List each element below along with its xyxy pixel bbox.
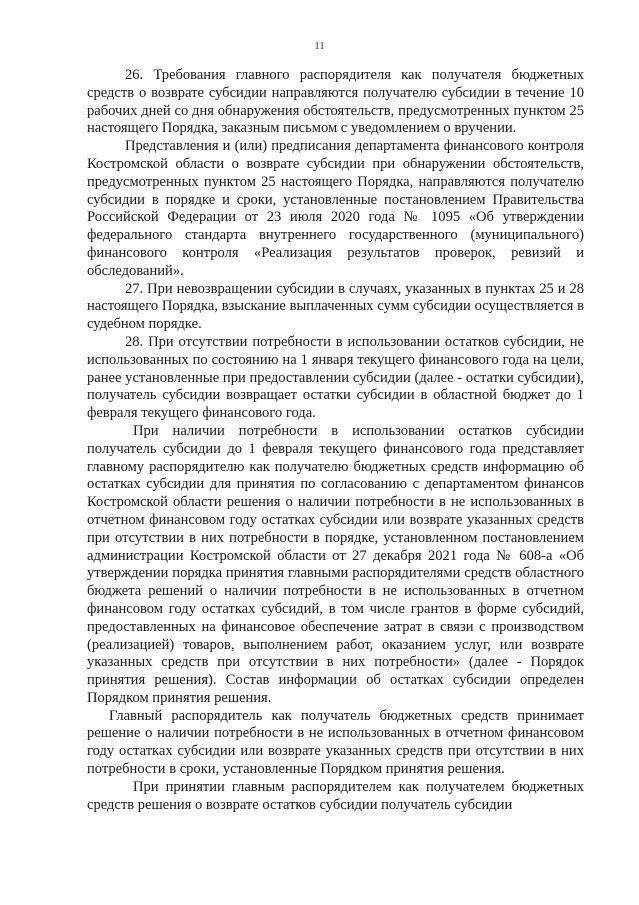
paragraph-28: 28. При отсутствии потребности в использовании остатков субсидии, не использованных по состоянию на 1 января текущего финансового года на цели, ранее установленные при предоставлении субсидии (далее - остатки субсидии), получатель субсидии возвращает остатки субсидии в областной бюджет до 1 февраля текущего финансового года.: [87, 333, 584, 422]
paragraph-27: 27. При невозвращении субсидии в случаях, указанных в пунктах 25 и 28 настоящего Порядка, взыскание выплаченных сумм субсидии осуществляется в судебном порядке.: [87, 280, 584, 333]
paragraph-remainder-need: При наличии потребности в использовании остатков субсидии получатель субсидии до 1 февраля текущего финансового года представляет главному распорядителю как получателю бюджетных средств информацию об остатках субсидии для принятия по согласованию с департаментом финансов Костромской области решения о наличии потребности в не использованных в отчетном финансовом году остатках субсидии или возврате указанных средств при отсутствии в них потребности в порядке, установленном постановлением администрации Костромской области от 27 декабря 2021 года № 608-а «Об утверждении порядка принятия главными распорядителями средств областного бюджета решений о наличии потребности в не использованных в отчетном финансовом году остатках субсидий, в том числе грантов в форме субсидий, предоставленных на финансовое обеспечение затрат в связи с производством (реализацией) товаров, выполнением работ, оказанием услуг, или возврате указанных средств при отсутствии в них потребности» (далее - Порядок принятия решения). Состав информации об остатках субсидии определен Порядком принятия решения.: [87, 422, 584, 706]
document-body: [87, 67, 584, 814]
paragraph-return-decision: При принятии главным распорядителем как получателем бюджетных средств решения о возврате остатков субсидии получатель субсидии: [87, 778, 584, 813]
page-number: 11: [314, 40, 325, 52]
paragraph-representations: Представления и (или) предписания департамента финансового контроля Костромской области о возврате субсидии при обнаружении обстоятельств, предусмотренных пунктом 25 настоящего Порядка, направляются получателю субсидии в порядке и сроки, установленные постановлением Правительства Российской Федерации от 23 июля 2020 года № 1095 «Об утверждении федерального стандарта внутреннего государственного (муниципального) финансового контроля «Реализация результатов проверок, ревизий и обследований».: [87, 138, 584, 279]
paragraph-26: 26. Требования главного распорядителя как получателя бюджетных средств о возврате субсидии направляются получателю субсидии в течение 10 рабочих дней со дня обнаружения обстоятельств, предусмотренных пунктом 25 настоящего Порядка, заказным письмом с уведомлением о вручении.: [87, 67, 584, 137]
paragraph-main-administrator-decision: Главный распорядитель как получатель бюджетных средств принимает решение о наличии потребности в не использованных в отчетном финансовом году остатках субсидии или возврате указанных средств при отсутствии в них потребности в сроки, установленные Порядком принятия решения.: [87, 707, 584, 778]
